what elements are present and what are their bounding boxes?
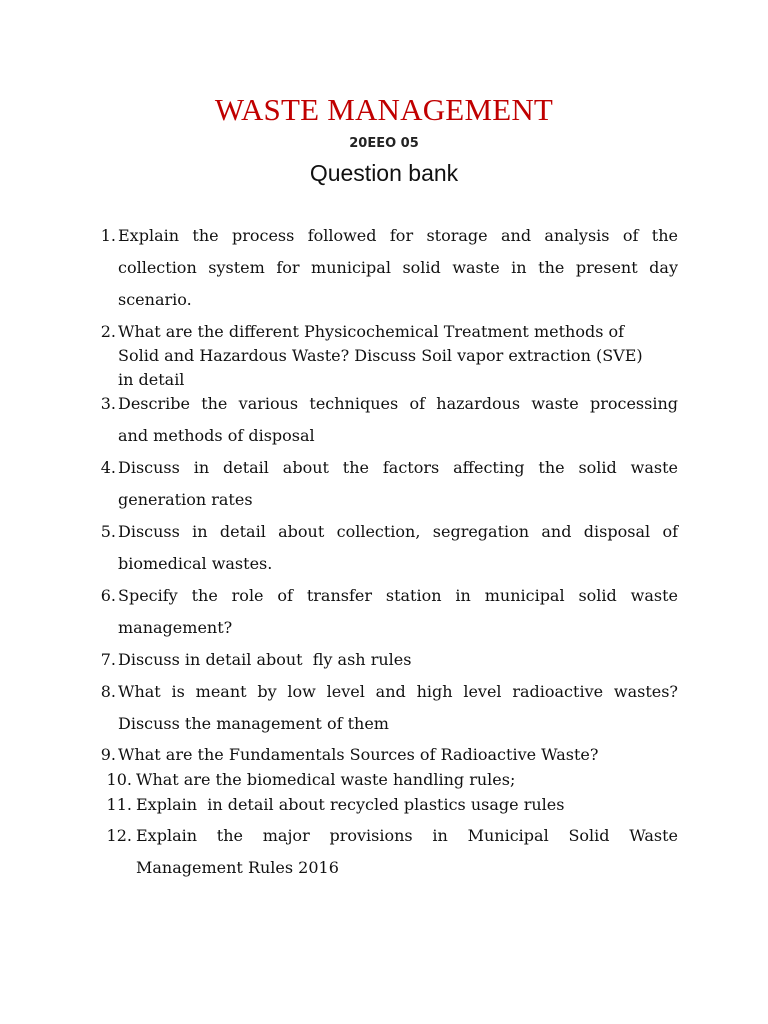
question-line: collection system for municipal solid waste in the present day bbox=[118, 258, 678, 277]
question-line: Explain the process followed for storage and analysis of the bbox=[118, 226, 678, 245]
question-line: in detail bbox=[118, 370, 185, 389]
question-number: 12. bbox=[106, 826, 132, 845]
question-line: Discuss in detail about the factors affecting the solid waste bbox=[118, 458, 678, 477]
question-line: Discuss in detail about collection, segregation and disposal of bbox=[118, 522, 678, 541]
question-line: Explain the major provisions in Municipal Solid Waste bbox=[136, 826, 678, 845]
question-line: Specify the role of transfer station in municipal solid waste bbox=[118, 586, 678, 605]
question-line: What are the different Physicochemical Treatment methods of bbox=[118, 322, 625, 341]
question-line: generation rates bbox=[118, 490, 253, 509]
question-number: 11. bbox=[106, 795, 132, 814]
question-line: biomedical wastes. bbox=[118, 554, 273, 573]
question-number: 5. bbox=[100, 522, 116, 541]
question-line: What is meant by low level and high level radioactive wastes? bbox=[118, 682, 678, 701]
question-number: 7. bbox=[100, 650, 116, 669]
document-title: WASTE MANAGEMENT bbox=[214, 92, 554, 127]
question-line: and methods of disposal bbox=[118, 426, 315, 445]
question-line: Discuss in detail about fly ash rules bbox=[118, 650, 412, 669]
question-line: What are the Fundamentals Sources of Radioactive Waste? bbox=[118, 745, 599, 764]
question-line: Discuss the management of them bbox=[118, 714, 389, 733]
question-line: Management Rules 2016 bbox=[136, 858, 339, 877]
question-line: Solid and Hazardous Waste? Discuss Soil vapor extraction (SVE) bbox=[118, 346, 643, 365]
question-number: 6. bbox=[100, 586, 116, 605]
question-line: What are the biomedical waste handling rules; bbox=[136, 770, 516, 789]
question-number: 9. bbox=[100, 745, 116, 764]
question-line: scenario. bbox=[118, 290, 192, 309]
question-number: 3. bbox=[100, 394, 116, 413]
question-line: Describe the various techniques of hazardous waste processing bbox=[118, 394, 678, 413]
question-number: 1. bbox=[100, 226, 116, 245]
document-subtitle: Question bank bbox=[309, 160, 459, 186]
course-code: 20EEO 05 bbox=[349, 136, 419, 151]
question-number: 4. bbox=[100, 458, 116, 477]
question-number: 8. bbox=[100, 682, 116, 701]
question-number: 2. bbox=[100, 322, 116, 341]
question-line: management? bbox=[118, 618, 233, 637]
question-number: 10. bbox=[106, 770, 132, 789]
question-line: Explain in detail about recycled plastics usage rules bbox=[136, 795, 565, 814]
